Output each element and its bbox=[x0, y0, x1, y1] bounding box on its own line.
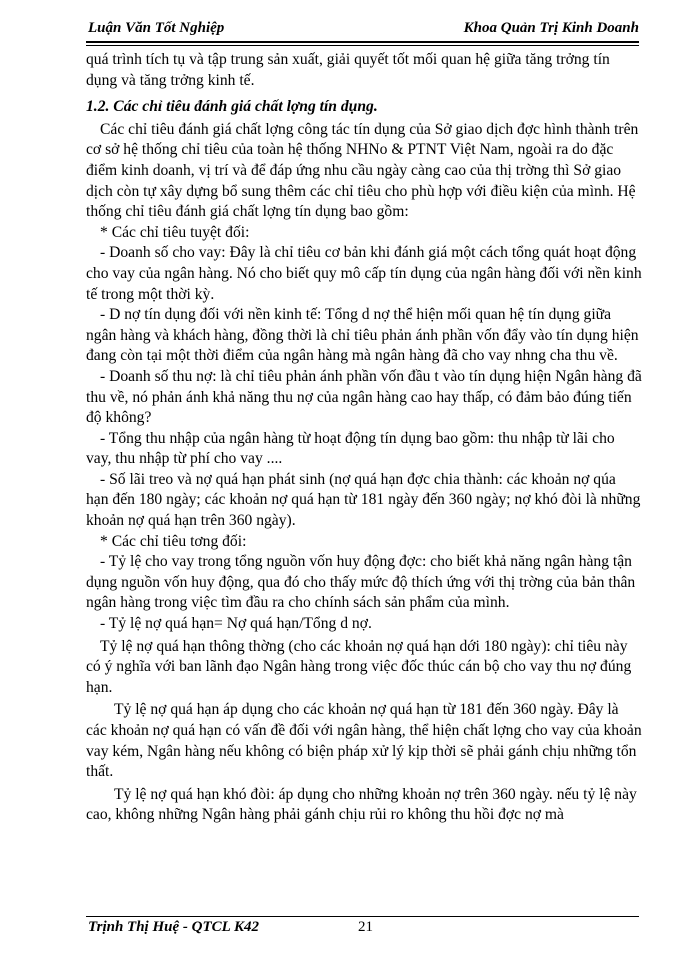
footer-rule bbox=[86, 916, 639, 917]
page-footer bbox=[86, 916, 639, 940]
paragraph-overdue-181-360: Tỷ lệ nợ quá hạn áp dụng cho các khoản nợ quá hạn từ 181 đến 360 ngày. Đây là các khoản nợ quá hạn có vấn đề đối với ngân hàng, thể hiện chất lợng cho vay của khoản vay kém, Ngân hàng nếu không có biện pháp xử lý kịp thời sẽ phải gánh chịu những tổn thất. bbox=[86, 701, 642, 781]
paragraph-debt-collection: - Doanh số thu nợ: là chỉ tiêu phản ánh phần vốn đầu t vào tín dụng hiện Ngân hàng đã thu về, nó phản ánh khả năng thu nợ của ngân hàng cao hay thấp, có đảm bảo đúng tiến độ không? bbox=[86, 367, 642, 427]
paragraph-outstanding-credit: - D nợ tín dụng đối với nền kinh tế: Tổng d nợ thể hiện mối quan hệ tín dụng giữa ngân hàng và khách hàng, đồng thời là chỉ tiêu phản ánh phần vốn đẩy vào tín dụng hiện đang còn tại một thời điểm của ngân hàng mà ngân hàng đã cho vay nhng cha thu về. bbox=[86, 306, 639, 365]
header-rule-thick bbox=[86, 41, 639, 43]
page-header bbox=[86, 18, 639, 42]
document-body bbox=[86, 50, 642, 826]
subheading-relative-criteria: * Các chỉ tiêu tơng đối: bbox=[100, 532, 247, 550]
paragraph-total-income: - Tổng thu nhập của ngân hàng từ hoạt động tín dụng bao gồm: thu nhập từ lãi cho vay, thu nhập từ phí cho vay .... bbox=[86, 429, 615, 468]
paragraph-overdue-bad-debt: Tỷ lệ nợ quá hạn khó đòi: áp dụng cho những khoản nợ trên 360 ngày. nếu tỷ lệ này cao, không những Ngân hàng phải gánh chịu rủi ro không thu hồi đợc nợ mà bbox=[86, 785, 637, 824]
paragraph-loan-turnover: - Doanh số cho vay: Đây là chỉ tiêu cơ bản khi đánh giá một cách tổng quát hoạt động cho vay của ngân hàng. Nó cho biết quy mô cấp tín dụng của ngân hàng đối với nền kinh tế trong một thời kỳ. bbox=[86, 244, 642, 303]
paragraph-overdue-formula: - Tỷ lệ nợ quá hạn= Nợ quá hạn/Tổng d nợ. bbox=[100, 615, 372, 633]
paragraph-overdue-normal: Tỷ lệ nợ quá hạn thông thờng (cho các khoản nợ quá hạn dới 180 ngày): chỉ tiêu này có ý nghĩa với ban lãnh đạo Ngân hàng trong việc đốc thúc cán bộ cho vay thu nợ đúng hạn. bbox=[86, 637, 632, 696]
subheading-absolute-criteria: * Các chỉ tiêu tuyệt đối: bbox=[100, 223, 250, 241]
page-number: 21 bbox=[358, 919, 373, 935]
header-faculty: Khoa Quản Trị Kinh Doanh bbox=[463, 20, 639, 36]
paragraph-suspended-interest: - Số lãi treo và nợ quá hạn phát sinh (nợ quá hạn đợc chia thành: các khoản nợ qúa hạn đến 180 ngày; các khoản nợ quá hạn từ 181 ngày đến 360 ngày; nợ khó đòi là những khoản nợ quá hạn trên 360 ngày). bbox=[86, 470, 641, 530]
header-thesis-title: Luận Văn Tốt Nghiệp bbox=[88, 20, 225, 36]
paragraph-criteria-overview: Các chỉ tiêu đánh giá chất lợng công tác tín dụng của Sở giao dịch đợc hình thành trên cơ sở hệ thống chỉ tiêu của toàn hệ thống NHNo & PTNT Việt Nam, ngoài ra do đặc điểm kinh doanh, vị trí và để đáp ứng nhu cầu ngày càng cao của thị trờng thì Sở giao dịch còn tự xây dựng bổ sung thêm các chỉ tiêu cho phù hợp với điều kiện của mình. Hệ thống chỉ tiêu đánh giá chất lợng tín dụng bao gồm: bbox=[86, 120, 639, 221]
header-rule-thin bbox=[86, 45, 639, 46]
paragraph-intro-continuation: quá trình tích tụ và tập trung sản xuất, giải quyết tốt mối quan hệ giữa tăng trởng tín dụng và tăng trởng kinh tế. bbox=[86, 51, 610, 89]
footer-author: Trịnh Thị Huệ - QTCL K42 bbox=[88, 919, 259, 935]
section-heading-1-2: 1.2. Các chỉ tiêu đánh giá chất lợng tín dụng. bbox=[86, 98, 378, 116]
paragraph-loan-ratio: - Tỷ lệ cho vay trong tổng nguồn vốn huy động đợc: cho biết khả năng ngân hàng tận dụng nguồn vốn huy động, qua đó cho thấy mức độ thích ứng với thị trờng của bản thân ngân hàng trong việc tìm đầu ra cho chính sách sản phẩm của mình. bbox=[86, 553, 636, 612]
